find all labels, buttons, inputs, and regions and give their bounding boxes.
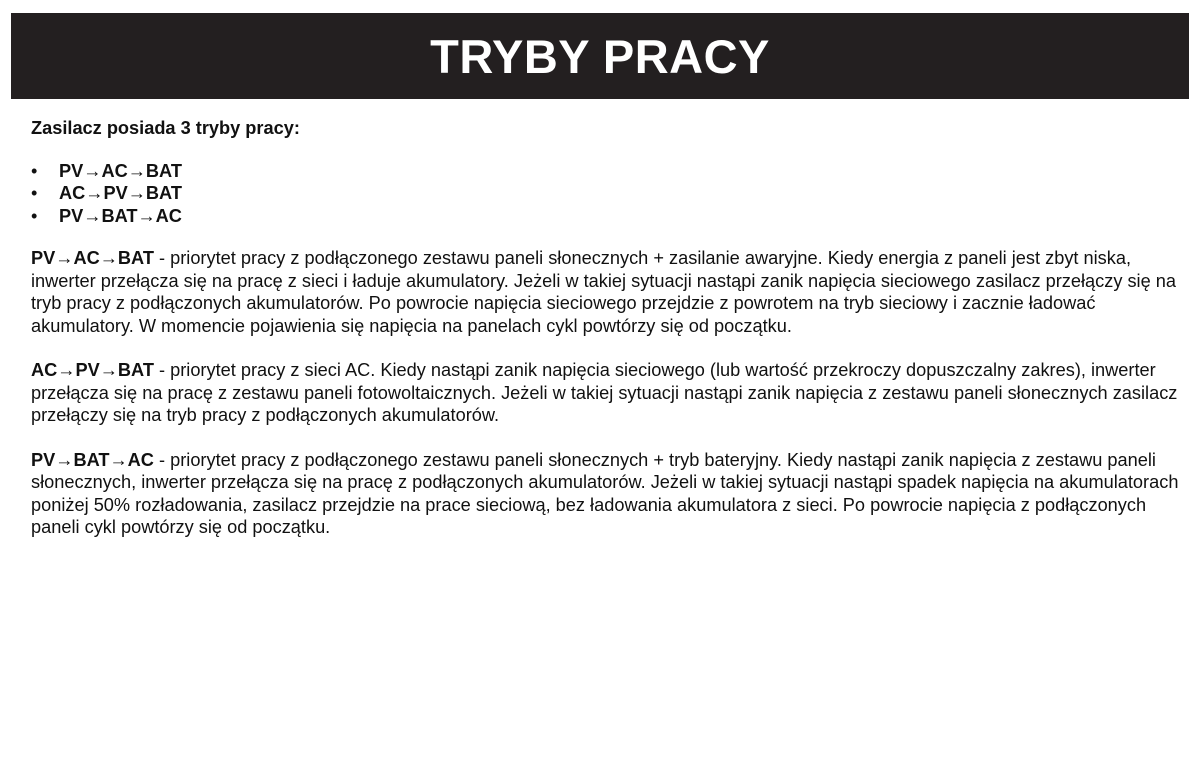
mode-description-text: - priorytet pracy z podłączonego zestawu paneli słonecznych + zasilanie awaryjne. Kiedy energia z paneli jest zbyt niska, inwerter przełącza się na pracę z sieci i ładuje akumulatory. Jeżeli w takiej sytuacji nastąpi zanik napięcia sieciowego zasilacz przełączy się na tryb pracy z podłączonych akumulatorów. Po powrocie napięcia sieciowego przejdzie z powrotem na tryb sieciowy i zacznie ładować akumulatory. W momencie pojawienia się napięcia na panelach cykl powtórzy się od początku. (31, 248, 1176, 336)
mode-description-ac-pv-bat (31, 359, 1181, 427)
mode-description-text: - priorytet pracy z sieci AC. Kiedy nastąpi zanik napięcia sieciowego (lub wartość przekroczy dopuszczalny zakres), inwerter przełącza się na pracę z zestawu paneli fotowoltaicznych. Jeżeli w takiej sytuacji nastąpi zanik napięcia z zestawu paneli słonecznych zasilacz przełączy się na tryb pracy z podłączonych akumulatorów. (31, 360, 1178, 425)
intro-text: Zasilacz posiada 3 tryby pracy: (31, 118, 300, 138)
page-title: TRYBY PRACY (430, 29, 770, 83)
modes-list (31, 160, 1181, 228)
bullet-icon: • (31, 183, 38, 203)
mode-description-name: PV→AC→BAT (31, 248, 154, 268)
list-item (31, 182, 1181, 205)
document-body (31, 117, 1181, 561)
list-item (31, 160, 1181, 183)
bullet-icon: • (31, 160, 38, 181)
mode-label: AC→PV→BAT (59, 183, 182, 203)
mode-description-pv-ac-bat (31, 247, 1181, 337)
mode-description-name: PV→BAT→AC (31, 449, 154, 470)
mode-label: PV→AC→BAT (59, 160, 182, 181)
mode-label: PV→BAT→AC (59, 205, 182, 226)
bullet-icon: • (31, 205, 38, 226)
mode-description-name: AC→PV→BAT (31, 360, 154, 380)
list-item (31, 205, 1181, 228)
mode-description-text: - priorytet pracy z podłączonego zestawu paneli słonecznych + tryb bateryjny. Kiedy nastąpi zanik napięcia z zestawu paneli słonecznych, inwerter przełącza się na pracę z podłączonych akumulatorów. Jeżeli w takiej sytuacji nastąpi spadek napięcia na akumulatorach poniżej 50% rozładowania, zasilacz przejdzie na prace sieciową, bez ładowania akumulatora z sieci. Po powrocie napięcia z podłączonych paneli cykl powtórzy się od początku. (31, 449, 1179, 537)
mode-description-pv-bat-ac (31, 449, 1181, 539)
header-bar (11, 13, 1189, 99)
